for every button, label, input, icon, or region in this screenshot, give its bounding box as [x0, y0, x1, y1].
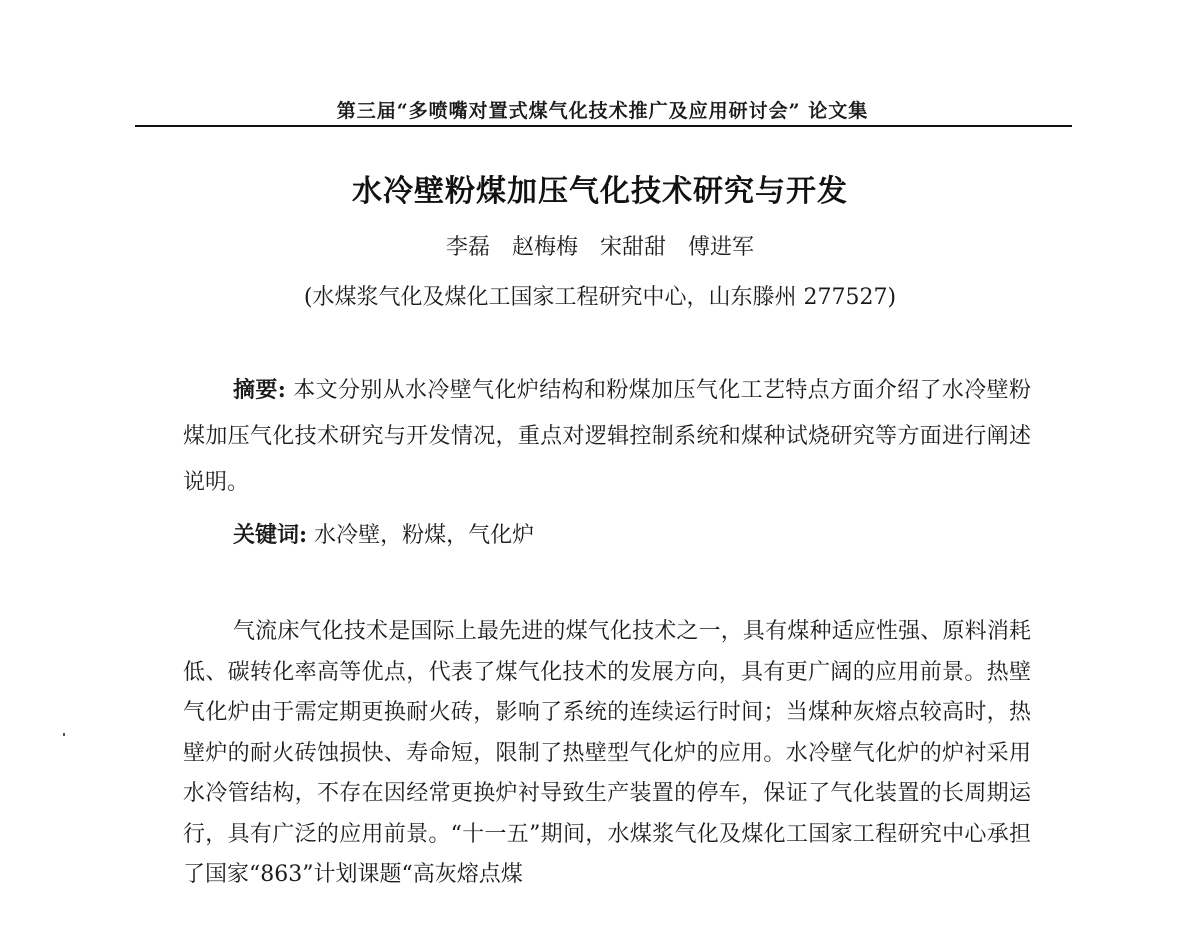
keywords-line — [233, 518, 534, 549]
author-list: 李磊 赵梅梅 宋甜甜 傅进军 — [445, 235, 754, 260]
abstract-text: 本文分别从水冷壁气化炉结构和粉煤加压气化工艺特点方面介绍了水冷壁粉煤加压气化技术研究与开发情况，重点对逻辑控制系统和煤种试烧研究等方面进行阐述说明。 — [183, 378, 1031, 495]
paper-title: 水冷壁粉煤加压气化技术研究与开发 — [352, 174, 848, 209]
keywords-label: 关键词: — [233, 522, 308, 548]
author-affiliation: (水煤浆气化及煤化工国家工程研究中心，山东滕州 277527) — [303, 285, 897, 310]
running-header: 第三届“多喷嘴对置式煤气化技术推广及应用研讨会” 论文集 — [336, 100, 869, 122]
header-rule — [135, 125, 1072, 127]
abstract-label: 摘要: — [233, 377, 286, 403]
body-paragraph: 气流床气化技术是国际上最先进的煤气化技术之一，具有煤种适应性强、原料消耗低、碳转化率高等优点，代表了煤气化技术的发展方向，具有更广阔的应用前景。热壁气化炉由于需定期更换耐火砖，影响了系统的连续运行时间；当煤种灰熔点较高时，热壁炉的耐火砖蚀损快、寿命短，限制了热壁型气化炉的应用。水冷壁气化炉的炉衬采用水冷管结构，不存在因经常更换炉衬导致生产装置的停车，保证了气化装置的长周期运行，具有广泛的应用前景。“十一五”期间，水煤浆气化及煤化工国家工程研究中心承担了国家“863”计划课题“高灰熔点煤 — [183, 619, 1031, 887]
abstract-paragraph — [183, 367, 1031, 506]
keywords-text: 水冷壁，粉煤，气化炉 — [307, 523, 535, 548]
scan-speck — [63, 733, 65, 736]
